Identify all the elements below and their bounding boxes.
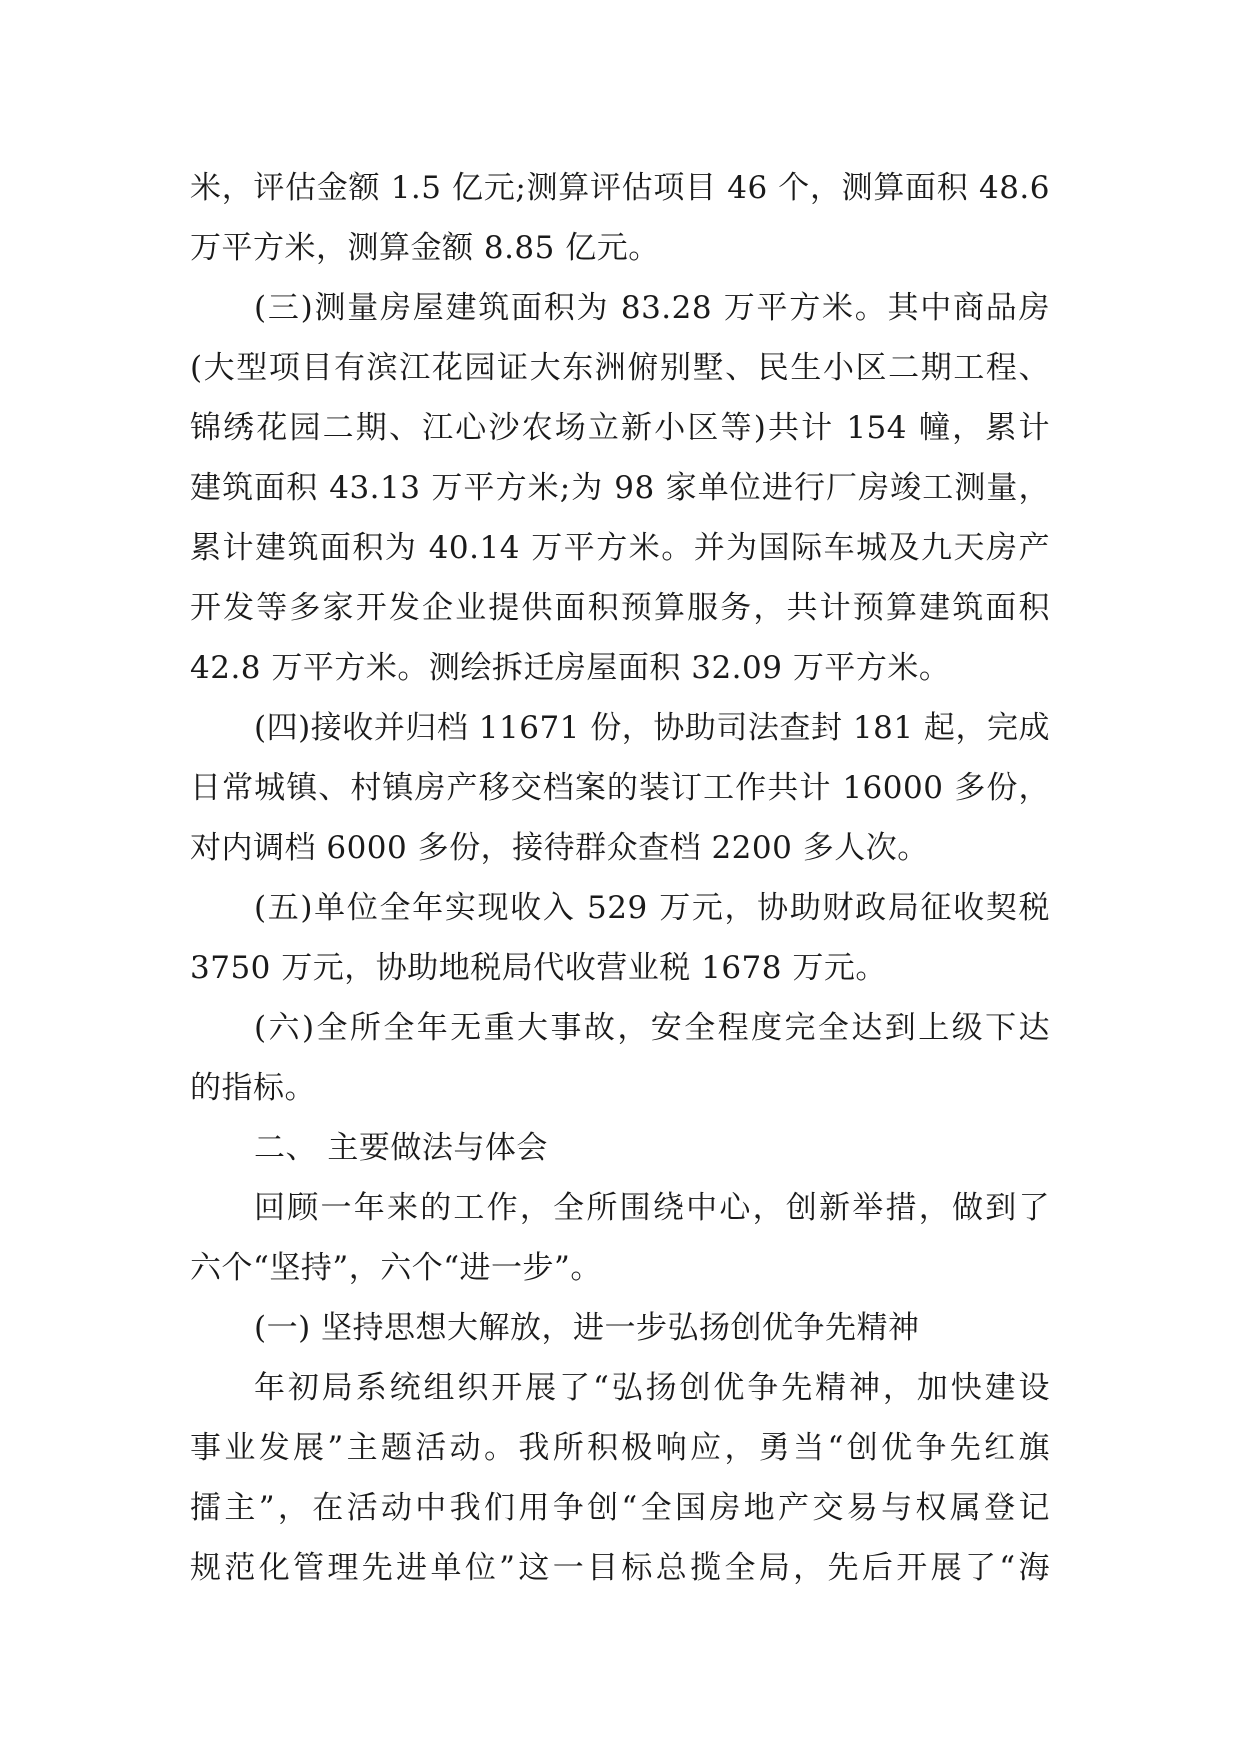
document-body [190,158,1050,1598]
text-line: 擂主”，在活动中我们用争创“全国房地产交易与权属登记 [190,1490,1050,1526]
text-line: 42.8 万平方米。测绘拆迁房屋面积 32.09 万平方米。 [190,650,951,686]
text-line: 万平方米，测算金额 8.85 亿元。 [190,230,660,266]
text-line: 开发等多家开发企业提供面积预算服务，共计预算建筑面积 [190,590,1050,626]
text-line: 六个“坚持”，六个“进一步”。 [190,1250,602,1286]
text-line: (三)测量房屋建筑面积为 83.28 万平方米。其中商品房 [254,290,1050,326]
text-line: 规范化管理先进单位”这一目标总揽全局，先后开展了“海 [190,1550,1050,1586]
text-line: 的指标。 [190,1070,316,1106]
text-line: 年初局系统组织开展了“弘扬创优争先精神，加快建设 [254,1370,1050,1406]
subsection-heading: (一) 坚持思想大解放，进一步弘扬创优争先精神 [254,1310,920,1346]
text-line: 回顾一年来的工作，全所围绕中心，创新举措，做到了 [254,1190,1050,1226]
text-line: 日常城镇、村镇房产移交档案的装订工作共计 16000 多份， [190,770,1050,806]
text-line: (五)单位全年实现收入 529 万元，协助财政局征收契税 [254,890,1050,926]
text-line: 建筑面积 43.13 万平方米;为 98 家单位进行厂房竣工测量， [190,470,1050,506]
text-line: (大型项目有滨江花园证大东洲俯别墅、民生小区二期工程、 [190,350,1050,386]
text-line: 3750 万元，协助地税局代收营业税 1678 万元。 [190,950,887,986]
text-line: 锦绣花园二期、江心沙农场立新小区等)共计 154 幢，累计 [190,410,1050,446]
text-line: 事业发展”主题活动。我所积极响应，勇当“创优争先红旗 [190,1430,1050,1466]
text-line: 累计建筑面积为 40.14 万平方米。并为国际车城及九天房产 [190,530,1050,566]
text-line: (六)全所全年无重大事故，安全程度完全达到上级下达 [254,1010,1050,1046]
text-line: 米，评估金额 1.5 亿元;测算评估项目 46 个，测算面积 48.6 [190,170,1050,206]
text-line: 对内调档 6000 多份，接待群众查档 2200 多人次。 [190,830,929,866]
section-heading: 二、 主要做法与体会 [254,1130,548,1166]
text-line: (四)接收并归档 11671 份，协助司法查封 181 起，完成 [254,710,1050,746]
